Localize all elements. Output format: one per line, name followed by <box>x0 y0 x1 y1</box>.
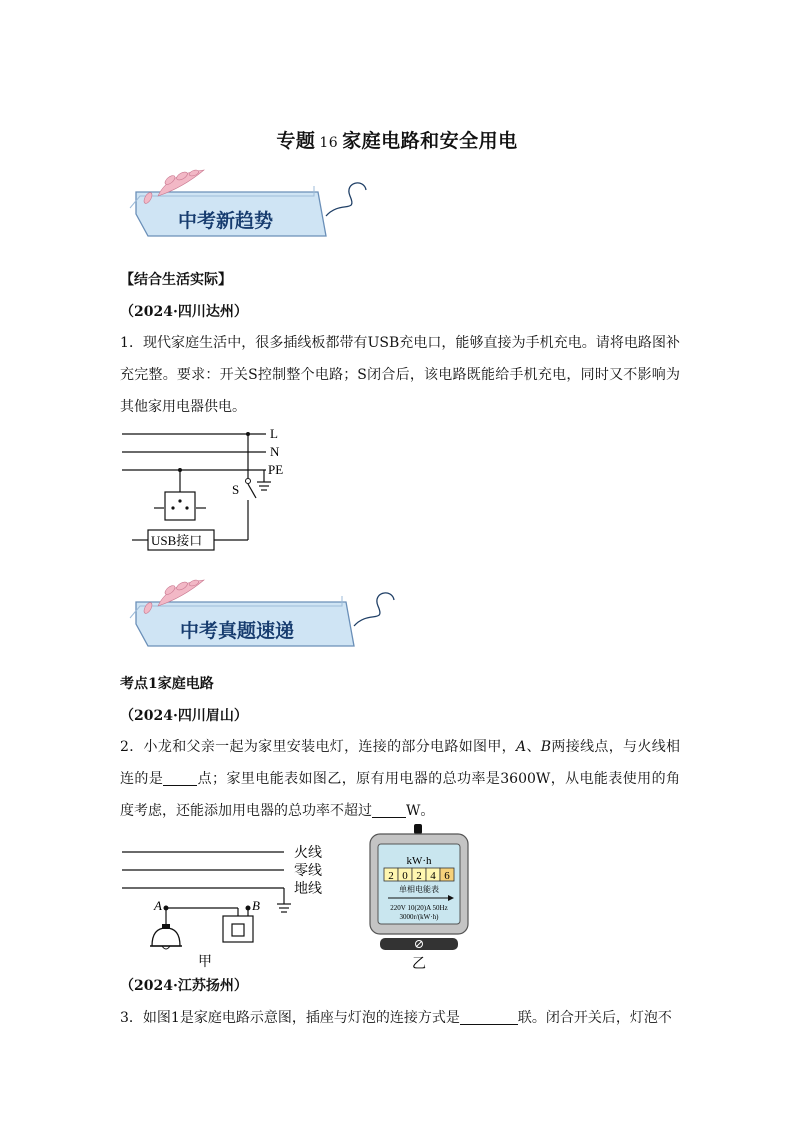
banner-label: 中考新趋势 <box>178 210 274 232</box>
answer-blank[interactable] <box>163 769 197 786</box>
question-3-text: 3．如图1是家庭电路示意图，插座与灯泡的连接方式是 联。闭合开关后，灯泡不 <box>120 1010 672 1026</box>
question-source: （2024·四川达州） <box>120 304 248 320</box>
svg-text:3000r/(kW·h): 3000r/(kW·h) <box>399 913 439 921</box>
lamp-icon <box>150 924 182 949</box>
svg-text:N: N <box>270 444 280 459</box>
question-source: （2024·四川眉山） <box>120 708 248 724</box>
svg-text:6: 6 <box>444 870 450 882</box>
answer-blank[interactable] <box>460 1008 518 1025</box>
svg-text:地线: 地线 <box>294 882 322 897</box>
svg-text:2: 2 <box>416 870 422 882</box>
question-source: （2024·江苏扬州） <box>120 978 248 994</box>
answer-blank[interactable] <box>372 801 406 818</box>
svg-text:单相电能表: 单相电能表 <box>399 885 439 894</box>
question-category: 【结合生活实际】 <box>120 272 232 288</box>
svg-text:乙: 乙 <box>412 957 426 972</box>
socket-icon <box>171 499 188 509</box>
svg-text:PE: PE <box>268 462 284 477</box>
meter-unit: kW·h <box>406 855 432 867</box>
svg-text:S: S <box>232 482 240 497</box>
page-title: 专题 16 家庭电路和安全用电 <box>276 130 518 152</box>
section-banner-real-questions <box>118 578 418 658</box>
svg-text:甲: 甲 <box>198 955 212 970</box>
circuit-diagram-usb <box>118 420 318 560</box>
svg-text:B: B <box>252 898 260 913</box>
svg-text:火线: 火线 <box>294 846 322 861</box>
svg-text:L: L <box>270 426 278 441</box>
question-2-text: 2．小龙和父亲一起为家里安装电灯，连接的部分电路如图甲，A、B两接线点，与火线相连的是 点；家里电能表如图乙，原有用电器的总功率是3600W，从电能表使用的角度考虑，还能添加用电器的总功率不超过 W。 <box>120 739 681 819</box>
meter-digits <box>384 868 454 882</box>
banner-label: 中考真题速递 <box>180 620 295 642</box>
svg-text:零线: 零线 <box>294 864 322 879</box>
section-banner-trend <box>118 168 378 248</box>
exam-point-heading: 考点1家庭电路 <box>120 676 214 692</box>
svg-text:USB接口: USB接口 <box>151 533 203 548</box>
svg-text:220V 10(20)A 50Hz: 220V 10(20)A 50Hz <box>390 904 448 912</box>
question-1-text: 1．现代家庭生活中，很多插线板都带有USB充电口，能够直接为手机充电。请将电路图补充完整。要求：开关S控制整个电路；S闭合后，该电路既能给手机充电，同时又不影响为其他家用电器供电。 <box>120 335 680 415</box>
svg-text:2: 2 <box>388 870 394 882</box>
svg-text:A: A <box>154 898 162 913</box>
energy-meter <box>366 822 476 972</box>
svg-text:0: 0 <box>402 870 408 882</box>
svg-text:4: 4 <box>430 870 436 882</box>
circuit-diagram-lamp <box>118 838 338 970</box>
